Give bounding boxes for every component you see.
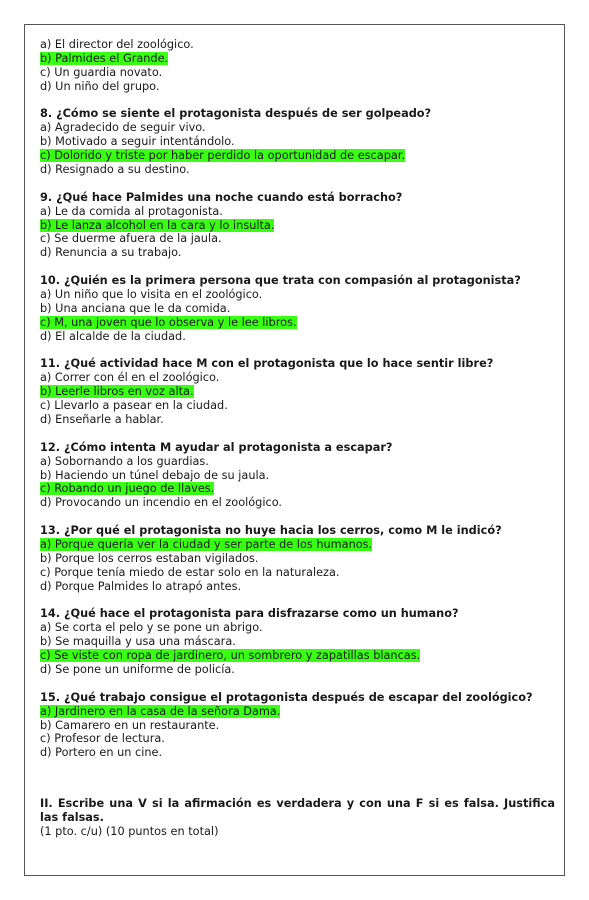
answer-option <box>40 469 555 483</box>
answer-option-text: b) Palmides el Grande. <box>40 51 169 65</box>
question-block <box>40 441 555 511</box>
answer-option <box>40 163 555 177</box>
answer-option-text: a) Un niño que lo visita en el zoológico. <box>40 287 263 301</box>
question-block <box>40 274 555 344</box>
answer-option-text: b) Camarero en un restaurante. <box>40 718 220 732</box>
answer-option-text: c) Se duerme afuera de la jaula. <box>40 232 222 246</box>
answer-option <box>40 413 555 427</box>
answer-option-text: c) Dolorido y triste por haber perdido la oportunidad de escapar. <box>40 149 405 163</box>
answer-option-text: b) Se maquilla y usa una máscara. <box>40 635 236 649</box>
answer-option-text: b) Porque los cerros estaban vigilados. <box>40 551 259 565</box>
answer-option-text: b) Le lanza alcohol en la cara y lo insulta. <box>40 218 275 232</box>
answer-option-highlighted <box>40 482 555 496</box>
answer-option-text: a) Jardinero en la casa de la señora Dama. <box>40 704 281 718</box>
question-block <box>40 607 555 677</box>
answer-option <box>40 663 555 677</box>
answer-option <box>40 135 555 149</box>
question-title: 15. ¿Qué trabajo consigue el protagonista después de escapar del zoológico? <box>40 690 533 704</box>
answer-option <box>40 635 555 649</box>
answer-option <box>40 552 555 566</box>
question-title: 8. ¿Cómo se siente el protagonista después de ser golpeado? <box>40 107 432 121</box>
question-title: 11. ¿Qué actividad hace M con el protagonista que lo hace sentir libre? <box>40 357 494 371</box>
question-block <box>40 38 555 94</box>
answer-option-highlighted <box>40 219 555 233</box>
answer-option-text: a) El director del zoológico. <box>40 38 194 51</box>
question-title: 9. ¿Qué hace Palmides una noche cuando está borracho? <box>40 190 403 204</box>
answer-option-text: d) Portero en un cine. <box>40 746 163 760</box>
section-true-false <box>40 797 555 839</box>
question-block <box>40 524 555 594</box>
answer-option-text: c) Robando un juego de llaves. <box>40 482 215 496</box>
answer-option-highlighted <box>40 52 555 66</box>
question-list <box>40 38 555 760</box>
answer-option-text: c) Llevarlo a pasear en la ciudad. <box>40 399 228 413</box>
answer-option-highlighted <box>40 538 555 552</box>
answer-option <box>40 330 555 344</box>
answer-option <box>40 288 555 302</box>
answer-option <box>40 38 555 52</box>
answer-option-text: d) Resignado a su destino. <box>40 163 190 177</box>
answer-option-text: c) M, una joven que lo observa y le lee libros. <box>40 315 297 329</box>
answer-option <box>40 455 555 469</box>
answer-option <box>40 621 555 635</box>
question-title: 12. ¿Cómo intenta M ayudar al protagonista a escapar? <box>40 440 393 454</box>
question-title: 14. ¿Qué hace el protagonista para disfrazarse como un humano? <box>40 607 459 621</box>
answer-option <box>40 399 555 413</box>
answer-option-text: a) Le da comida al protagonista. <box>40 204 223 218</box>
answer-option-text: b) Leerle libros en voz alta. <box>40 385 194 399</box>
answer-option-text: d) Se pone un uniforme de policía. <box>40 663 235 677</box>
answer-option <box>40 371 555 385</box>
answer-option-text: a) Porque quería ver la ciudad y ser parte de los humanos. <box>40 537 373 551</box>
answer-option <box>40 80 555 94</box>
question-block <box>40 107 555 177</box>
answer-option <box>40 732 555 746</box>
answer-option <box>40 246 555 260</box>
answer-option-text: a) Se corta el pelo y se pone un abrigo. <box>40 621 263 635</box>
answer-option <box>40 496 555 510</box>
answer-option-highlighted <box>40 149 555 163</box>
answer-option-text: b) Motivado a seguir intentándolo. <box>40 135 235 149</box>
answer-option-text: d) El alcalde de la ciudad. <box>40 329 186 343</box>
answer-option-text: b) Una anciana que le da comida. <box>40 301 231 315</box>
answer-option <box>40 746 555 760</box>
answer-option-text: a) Correr con él en el zoológico. <box>40 371 220 385</box>
question-block <box>40 691 555 761</box>
answer-option-text: d) Enseñarle a hablar. <box>40 413 164 427</box>
answer-option-text: b) Haciendo un túnel debajo de su jaula. <box>40 468 270 482</box>
answer-option-text: c) Profesor de lectura. <box>40 732 165 746</box>
answer-option-text: d) Provocando un incendio en el zoológico. <box>40 496 283 510</box>
answer-option <box>40 232 555 246</box>
answer-option <box>40 205 555 219</box>
answer-option <box>40 566 555 580</box>
question-title: 10. ¿Quién es la primera persona que trata con compasión al protagonista? <box>40 274 521 288</box>
answer-option <box>40 580 555 594</box>
answer-option-text: c) Se viste con ropa de jardinero, un sombrero y zapatillas blancas. <box>40 649 421 663</box>
answer-option <box>40 66 555 80</box>
question-title: 13. ¿Por qué el protagonista no huye hacia los cerros, como M le indicó? <box>40 524 502 538</box>
answer-option <box>40 302 555 316</box>
answer-option-text: d) Renuncia a su trabajo. <box>40 246 182 260</box>
section-points: (1 pto. c/u) (10 puntos en total) <box>40 825 219 839</box>
worksheet-content <box>40 38 555 839</box>
answer-option-highlighted <box>40 316 555 330</box>
answer-option-text: d) Porque Palmides lo atrapó antes. <box>40 579 242 593</box>
answer-option-text: d) Un niño del grupo. <box>40 79 160 93</box>
answer-option-text: a) Agradecido de seguir vivo. <box>40 121 206 135</box>
answer-option-highlighted <box>40 649 555 663</box>
answer-option-highlighted <box>40 705 555 719</box>
section-title: II. Escribe una V si la afirmación es verdadera y con una F si es falsa. Justifica las falsas. <box>40 797 555 825</box>
answer-option-text: c) Porque tenía miedo de estar solo en la naturaleza. <box>40 565 340 579</box>
answer-option-text: a) Sobornando a los guardias. <box>40 454 209 468</box>
answer-option <box>40 719 555 733</box>
question-block <box>40 357 555 427</box>
answer-option-highlighted <box>40 385 555 399</box>
answer-option <box>40 121 555 135</box>
answer-option-text: c) Un guardia novato. <box>40 65 163 79</box>
question-block <box>40 191 555 261</box>
